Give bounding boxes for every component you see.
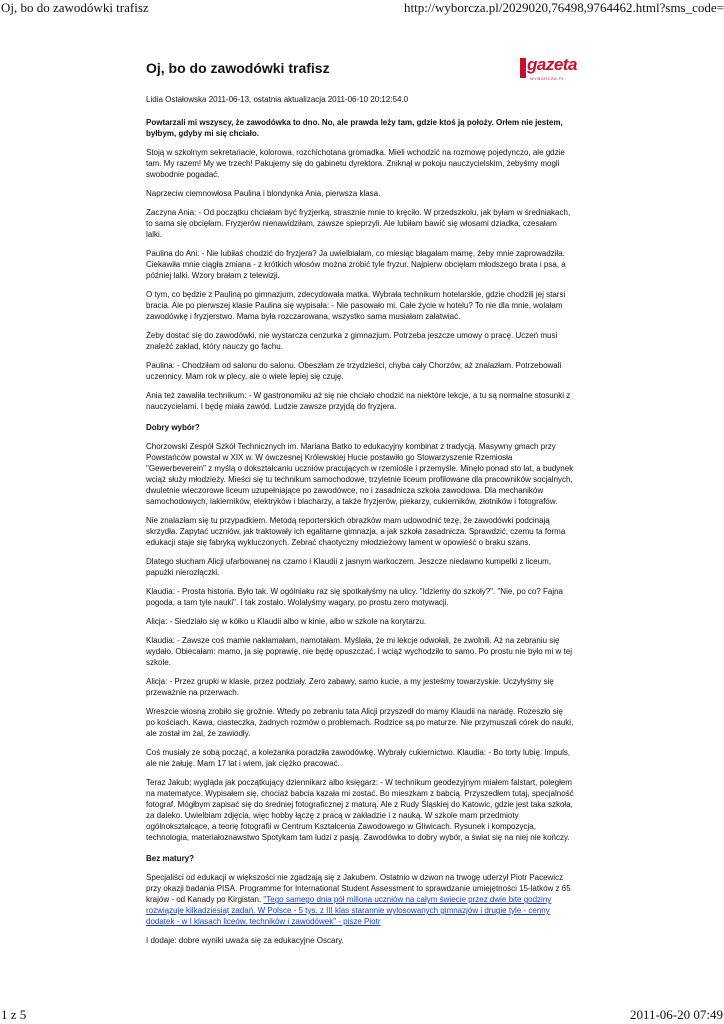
paragraph: Stoją w szkolnym sekretariacie, kolorowa, rozchichotana gromadka. Mieli wchodzić na rozmowę pojedynczo, ale gdzie tam. My razem! My we trzech! Pakujemy się do gabinetu dyrektora. Zniknął w pokoju nauczycielskim, żebyśmy mogli swobodnie pogadać.: [146, 148, 565, 179]
paragraph: Wreszcie wiosną zrobiło się groźnie. Wtedy po zebraniu tata Alicji przyszedł do mamy Klaudii na naradę. Rozeszło się po kościach. Kawa, ciasteczka, żadnych rozmów o problemach. Rodzice są po maturze. Nie przymuszali córek do nauki, ale został im żal, że zawiodły.: [146, 707, 574, 738]
paragraph: Klaudia: - Prosta historia. Było tak. W ogólniaku raz się spotkałyśmy na ulicy. "Idziemy do szkoły?". "Nie, po co? Fajna pogoda, a tam tyle nauki". I tak zostało. Wolałyśmy wagary, po prostu zero motywacji.: [146, 587, 563, 607]
gazeta-logo: [520, 55, 577, 81]
paragraph: Ania też zawaliła technikum: - W gastronomiku aż się nie chciało chodzić na niektóre lekcje, a tu są normalne stosunki z nauczycielami. I będę miała zawód. Ludzie zawsze przyjdą do fryzjera.: [146, 391, 571, 411]
paragraph: Zaczyna Ania: - Od początku chciałam być fryzjerką, strasznie mnie to kręciło. W przedszkolu, jak byłam w średniakach, to sama się obcięłam. Fryzjerów nienawidziłam, zawsze spieprzyli. Ale lubiłam bawić się włosami dziadka, czesałam lalki.: [146, 208, 571, 239]
paragraph-text: Specjaliści od edukacji w większości nie zgadzają się z Jakubem. Ostatnio w dzwon na trwogę uderzył Piotr Pacewicz przy okazji badania PISA. Programme for International Student Assessment to sprawdzanie umiejętności 15-latków z 65 krajów - od Kanady po Kirgistan.: [146, 873, 571, 904]
paragraph: Klaudia: - Zawsze coś mamie nakłamałam, namotałam. Myślała, że mi lekcje odwołali, że zwolnili. Aż na zebraniu się wydało. Obiecałam: mamo, ja się poprawię, nie będę opuszczać. I wciąż wychodziło to samo. Po prostu nie było mi w tej szkole.: [146, 636, 572, 667]
paragraph: Dlatego słucham Alicji ufarbowanej na czarno i Klaudii z jasnym warkoczem. Jeszcze niedawno kumpelki z liceum, papużki nierozłączki.: [146, 557, 552, 577]
paragraph: O tym, co będzie z Pauliną po gimnazjum, zdecydowała matka. Wybrała technikum hotelarskie, gdzie chodzili jej starsi bracia. Ale po pierwszej klasie Paulina się wypisała: - Nie pasowało mi. Całe życie w hotelu? To nie dla mnie, wolałam zawodówkę i fryzjerstwo. Mama była rozczarowana, wszystko sama musiałam załatwiać.: [146, 290, 566, 321]
paragraph: Alicja: - Przez grupki w klasie, przez podziały. Zero zabawy, samo kucie, a my jesteśmy towarzyskie. Uczyłyśmy się przeważnie na przerwach.: [146, 677, 554, 697]
paragraph: I dodaje: dobre wyniki uważa się za edukacyjne Oscary.: [146, 936, 344, 945]
paragraph: Paulina: - Chodziłam od salonu do salonu. Obeszłam ze trzydzieści, chyba cały Chorzów, aż znalazłam. Potrzebowali uczennicy. Mam rok w plecy, ale o wiele lepiej się czuję.: [146, 361, 562, 381]
paragraph: Chorzowski Zespół Szkół Technicznych im. Mariana Batko to edukacyjny kombinat z tradycją. Masywny gmach przy Powstańców powstał w XIX w. W ówczesnej Królewskiej Hucie postawiło go Stowarzyszenie Rzemiosła "Gewerbeverein" z myślą o dokształcaniu uczniów pracujących w rzemiośle i przemyśle. Minęło ponad sto lat, a budynek wciąż służy młodzieży. Mieści się tu technikum samochodowe, trzyletnie liceum profilowane dla pracowników socjalnych, dwuletnie wieczorowe liceum uzupełniające po zawodówce, no i zasadnicza szkoła zawodowa. Dla mechaników samochodowych, lakierników, elektryków i blacharzy, a także fryzjerów, piekarzy, cukierników, złotników i fotografów.: [146, 442, 574, 506]
print-header: [0, 0, 724, 16]
logo-wordmark: gazeta: [527, 55, 577, 74]
section-heading-dobry-wybor: Dobry wybór?: [146, 423, 200, 432]
paragraph-with-link: [146, 872, 574, 927]
logo-subtext: WYBORCZA.PL: [530, 76, 565, 81]
page-number: 1 z 5: [1, 1007, 27, 1022]
byline: Lidia Ostałowska 2011-06-13, ostatnia aktualizacja 2011-06-10 20:12:54.0: [146, 95, 409, 104]
article-title: Oj, bo do zawodówki trafisz: [146, 60, 330, 76]
paragraph: Coś musiały ze sobą począć, a koleżanka poradziła zawodówkę. Wybrały cukiernictwo. Klaudia: - Bo torty lubię. Impuls, ale nie żałuję. Mam 17 lat i wiem, jak ciężko pracować.: [146, 748, 571, 768]
print-header-title: Oj, bo do zawodówki trafisz: [1, 0, 149, 15]
logo-bar-icon: [520, 58, 526, 78]
article-lead: Powtarzali mi wszyscy, że zawodówka to dno. No, ale prawda leży tam, gdzie ktoś ją położy. Orłem nie jestem, byłbym, gdyby mi się chciało.: [146, 118, 563, 138]
print-datetime: 2011-06-20 07:49: [629, 1007, 723, 1022]
paragraph: Żeby dostać się do zawodówki, nie wystarcza cenzurka z gimnazjum. Potrzeba jeszcze umowy o pracę. Uczeń musi znaleźć zakład, który nauczy go fachu.: [146, 331, 558, 351]
section-heading-bez-matury: Bez matury?: [146, 854, 195, 863]
paragraph: Naprzeciw ciemnowłosa Paulina i blondynka Ania, pierwsza klasa.: [146, 189, 381, 198]
paragraph: Nie znalazłam się tu przypadkiem. Metodą reporterskich obrazków mam udowodnić tezę, że zawodówki podcinają skrzydła. Zapytać uczniów, jak traktowały ich egalitarne gimnazja, a jak szkoła zasadnicza. Sprawdzić, czemu ta forma edukacji staje się fabryką wykluczonych. Zebrać chaotyczny młodzieżowy lament w opowieść o braku szans.: [146, 516, 566, 547]
paragraph: Paulina do Ani: - Nie lubiłaś chodzić do fryzjera? Ja uwielbiałam, co miesiąc błagałam mamę, żeby mnie zaprowadziła. Ciekawiła mnie ciągła zmiana - z krótkich włosów można zrobić tyle fryzur. Najpierw obcięłam młodszego brata i psa, a później lalki. Wzory brałam z telewizji.: [146, 249, 566, 280]
paragraph: Teraz Jakub; wygląda jak początkujący dziennikarz albo księgarz: - W technikum geodezyjnym miałem falstart, poległem na matematyce. Wypisałem się, chociaż babcia kazała mi zostać. Bo mieszkam z babcią. Przyszedłem tutaj, specjalność fotograf. Mógłbym zapisać się do średniej fotograficznej z maturą. Ale z Rudy Śląskiej do Katowic, gdzie jest taka szkoła, za daleko. Uwielbiam zdjęcia, więc hobby łączę z pracą w zakładzie i z nauką. W szkole mam przedmioty ogólnokształcące, a teorię fotografii w Centrum Kształcenia Zawodowego w Gliwicach. Rysunek i kompozycja, technologia, materiałoznawstwo Spotykam tam ludzi z pasją. Zawodówka to dobry wybór, a świat się na niej nie kończy.: [146, 778, 574, 842]
print-header-url: http://wyborcza.pl/2029020,76498,9764462.html?sms_code=: [403, 0, 724, 15]
paragraph: Alicja: - Siedziało się w kółko u Klaudii albo w kinie, albo w szkole na korytarzu.: [146, 617, 427, 626]
article: [146, 55, 577, 946]
quote-link[interactable]: "Tego samego dnia pół miliona uczniów na całym świecie przez dwie bite godziny rozwiązuje kilkadziesiąt zadań. W Polsce - 5 tys. z III klas starannie wylosowanych gimnazjów i drugie tyle - cenny dodatek - w I klasach liceów, techników i zawodówek" - pisze Piotr: [146, 895, 552, 926]
print-footer: [0, 1008, 724, 1024]
